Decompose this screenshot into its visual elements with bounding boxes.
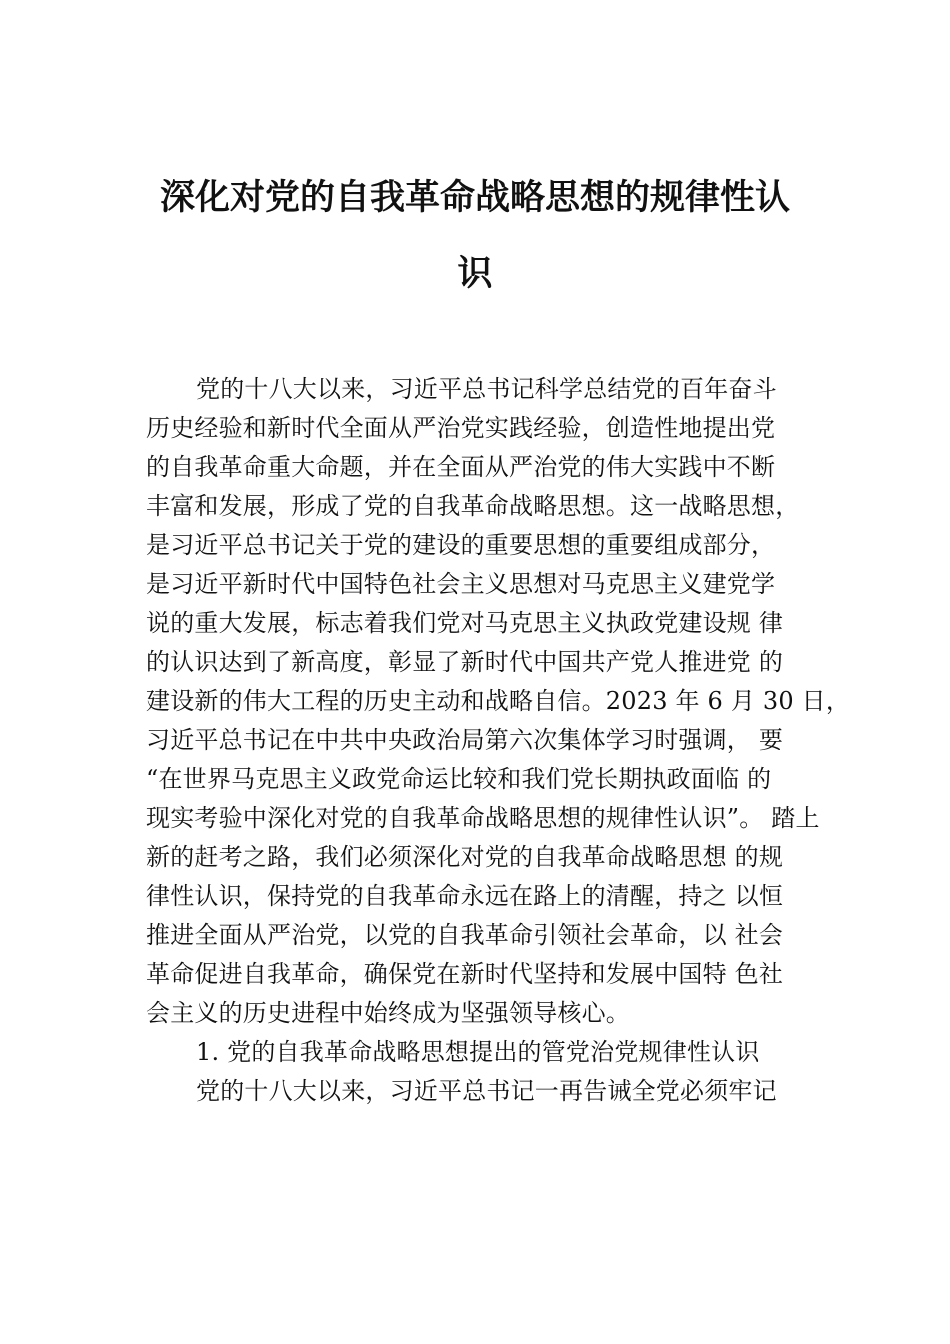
body-line: 是习近平新时代中国特色社会主义思想对马克思主义建党学 bbox=[146, 570, 776, 598]
body-line: 说的重大发展，标志着我们党对马克思主义执政党建设规 律 bbox=[146, 609, 784, 637]
body-line: 建设新的伟大工程的历史主动和战略自信。2023 年 6 月 30 日， bbox=[146, 687, 851, 715]
document-title-line-2: 识 bbox=[457, 254, 493, 294]
body-line: 习近平总书记在中共中央政治局第六次集体学习时强调， 要 bbox=[146, 726, 784, 754]
body-line: 的认识达到了新高度，彰显了新时代中国共产党人推进党 的 bbox=[146, 648, 784, 676]
body-line: 是习近平总书记关于党的建设的重要思想的重要组成部分， bbox=[146, 531, 776, 559]
body-line: 推进全面从严治党，以党的自我革命引领社会革命，以 社会 bbox=[146, 921, 784, 949]
body-line: 律性认识，保持党的自我革命永远在路上的清醒，持之 以恒 bbox=[146, 882, 784, 910]
body-line: 革命促进自我革命，确保党在新时代坚持和发展中国特 色社 bbox=[146, 960, 784, 988]
body-line: “在世界马克思主义政党命运比较和我们党长期执政面临 的 bbox=[146, 765, 772, 793]
body-line: 的自我革命重大命题，并在全面从严治党的伟大实践中不断 bbox=[146, 453, 776, 481]
body-line: 会主义的历史进程中始终成为坚强领导核心。 bbox=[146, 999, 630, 1027]
section-heading: 1. 党的自我革命战略思想提出的管党治党规律性认识 bbox=[196, 1038, 760, 1066]
body-line: 新的赶考之路，我们必须深化对党的自我革命战略思想 的规 bbox=[146, 843, 784, 871]
body-line: 丰富和发展，形成了党的自我革命战略思想。这一战略思想， bbox=[146, 492, 800, 520]
body-line: 党的十八大以来，习近平总书记一再告诫全党必须牢记 bbox=[196, 1077, 777, 1105]
document-body bbox=[146, 370, 851, 1111]
body-line: 现实考验中深化对党的自我革命战略思想的规律性认识”。 踏上 bbox=[146, 804, 820, 832]
document-title-line-1: 深化对党的自我革命战略思想的规律性认 bbox=[159, 178, 790, 218]
body-line: 党的十八大以来，习近平总书记科学总结党的百年奋斗 bbox=[196, 375, 777, 403]
body-line: 历史经验和新时代全面从严治党实践经验，创造性地提出党 bbox=[146, 414, 776, 442]
